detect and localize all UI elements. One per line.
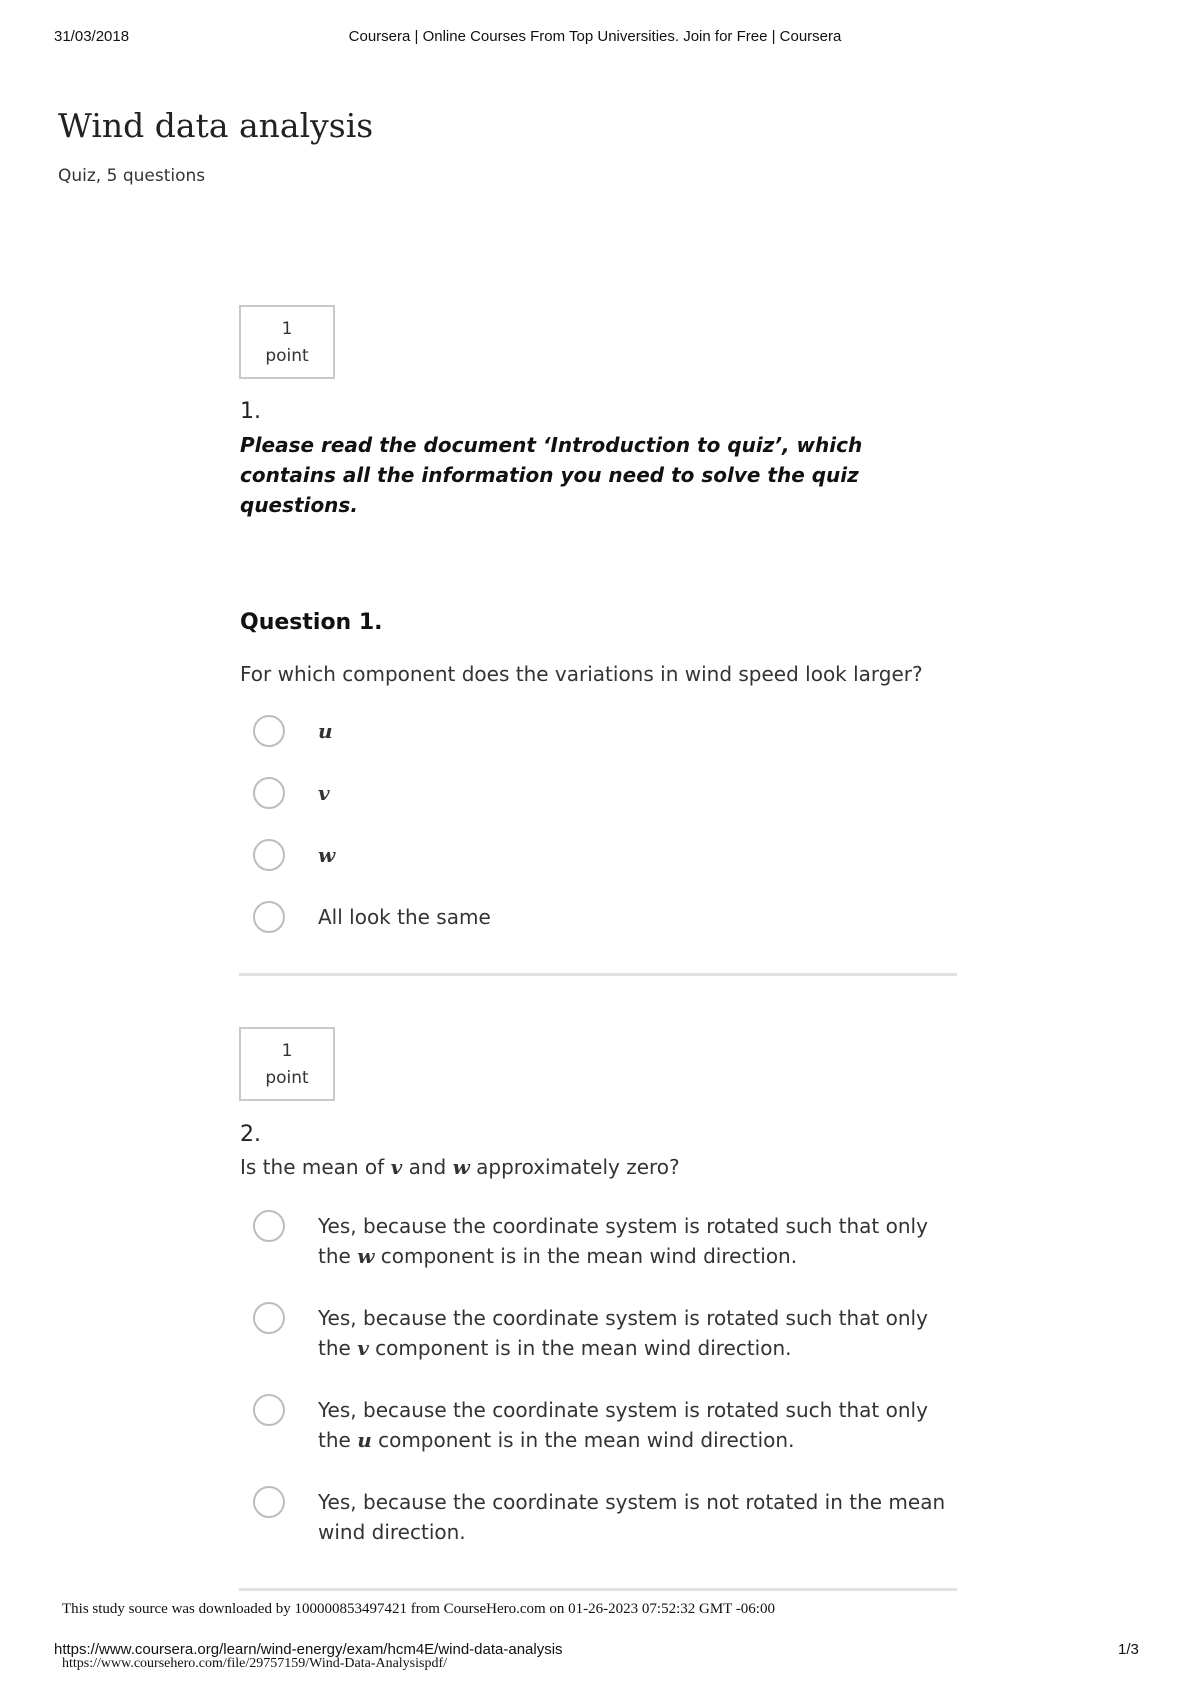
print-page-title: Coursera | Online Courses From Top Universities. Join for Free | Coursera	[348, 28, 842, 45]
answer-option[interactable]	[253, 1302, 285, 1334]
question-prompt: For which component does the variations in wind speed look larger?	[240, 662, 923, 686]
question-number: 2.	[240, 1122, 261, 1147]
answer-option-label[interactable]: Yes, because the coordinate system is rotated such that only the w component is in the mean wind direction.	[318, 1214, 928, 1268]
divider	[239, 1588, 957, 1591]
radio-button[interactable]	[253, 777, 285, 809]
answer-option-label[interactable]: Yes, because the coordinate system is not rotated in the mean wind direction.	[318, 1490, 946, 1544]
answer-option-label[interactable]: w	[318, 843, 336, 867]
divider	[239, 973, 957, 976]
source-note: This study source was downloaded by 100000853497421 from CourseHero.com on 01-26-2023 07:52:32 GMT -06:00	[62, 1601, 775, 1617]
radio-button[interactable]	[253, 1486, 285, 1518]
print-date: 31/03/2018	[54, 28, 130, 45]
radio-button[interactable]	[253, 901, 285, 933]
radio-button[interactable]	[253, 839, 285, 871]
points-value: 1	[281, 1041, 293, 1061]
answer-option[interactable]	[253, 1210, 285, 1242]
quiz-subtitle: Quiz, 5 questions	[58, 166, 206, 186]
radio-button[interactable]	[253, 1302, 285, 1334]
points-label: point	[265, 1068, 309, 1088]
quiz-intro-text: Please read the document ‘Introduction to quiz’, which contains all the information you need to solve the quiz questions.	[240, 433, 863, 517]
points-badge	[239, 1027, 335, 1101]
answer-option[interactable]	[253, 901, 285, 933]
answer-option[interactable]	[253, 777, 285, 809]
radio-button[interactable]	[253, 1394, 285, 1426]
answer-option-label[interactable]: u	[318, 719, 333, 743]
page-url[interactable]: https://www.coursera.org/learn/wind-energy/exam/hcm4E/wind-data-analysis	[54, 1641, 563, 1658]
page-number: 1/3	[1118, 1641, 1139, 1658]
answer-option[interactable]	[253, 715, 285, 747]
question-heading: Question 1.	[240, 610, 383, 635]
answer-option-label[interactable]: All look the same	[318, 905, 491, 929]
source-url[interactable]: https://www.coursehero.com/file/29757159/Wind-Data-Analysispdf/	[62, 1656, 448, 1671]
question-number: 1.	[240, 399, 261, 424]
answer-option[interactable]	[253, 839, 285, 871]
answer-option-label[interactable]: Yes, because the coordinate system is rotated such that only the u component is in the mean wind direction.	[318, 1398, 928, 1452]
answer-option[interactable]	[253, 1394, 285, 1426]
points-badge	[239, 305, 335, 379]
answer-option[interactable]	[253, 1486, 285, 1518]
points-label: point	[265, 346, 309, 366]
points-value: 1	[281, 319, 293, 339]
answer-option-label[interactable]: Yes, because the coordinate system is rotated such that only the v component is in the mean wind direction.	[318, 1306, 928, 1360]
quiz-title: Wind data analysis	[58, 106, 374, 145]
radio-button[interactable]	[253, 1210, 285, 1242]
radio-button[interactable]	[253, 715, 285, 747]
question-prompt: Is the mean of v and w approximately zero?	[240, 1155, 680, 1179]
answer-option-label[interactable]: v	[318, 781, 330, 805]
